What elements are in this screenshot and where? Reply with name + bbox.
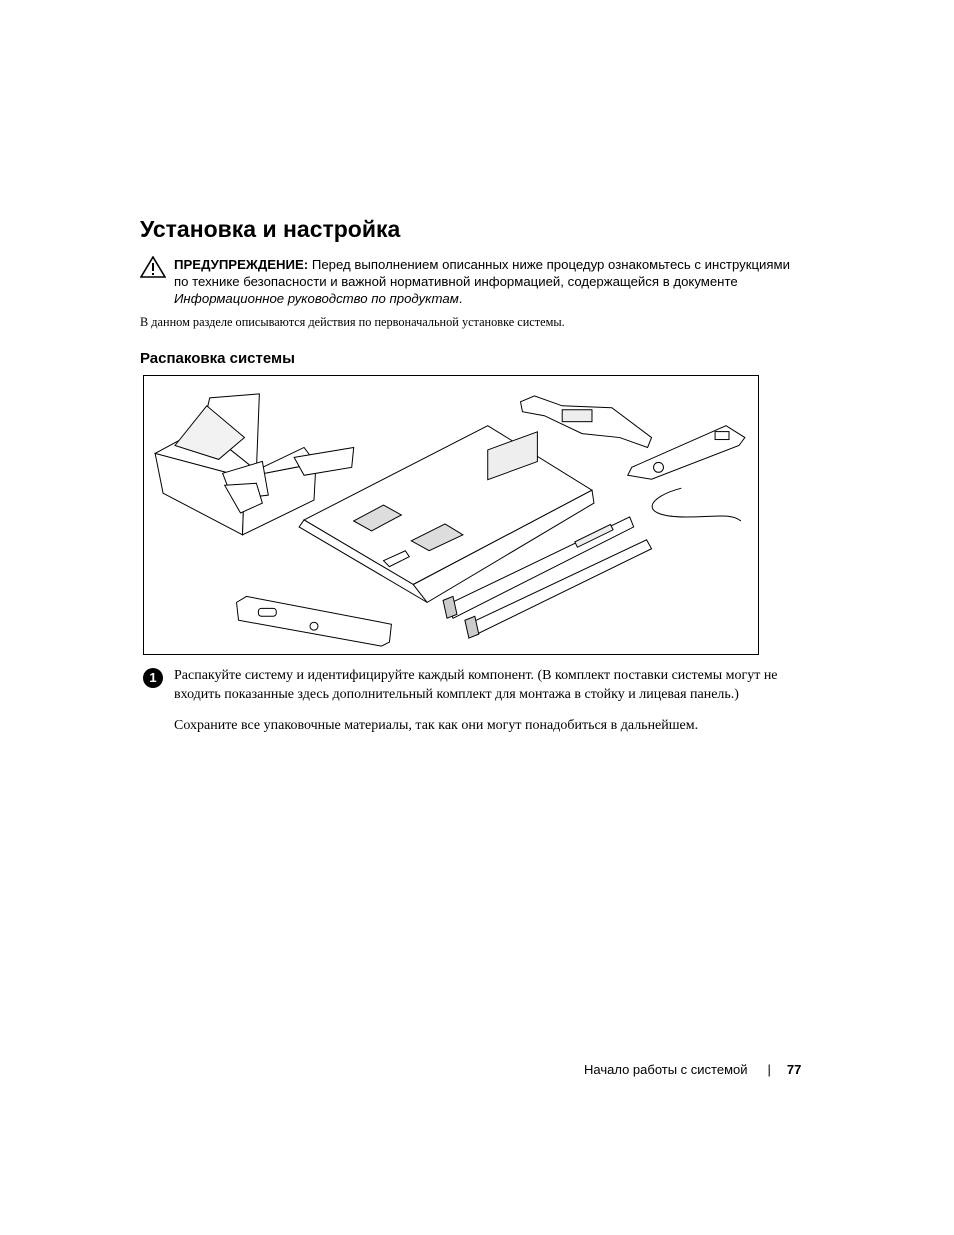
cable-management-arm-illustration (521, 396, 652, 448)
step-1-note: Сохраните все упаковочные материалы, так как они могут понадобиться в дальнейшем. (174, 718, 699, 733)
unpacking-illustration (144, 376, 758, 654)
warning-document-title: Информационное руководство по продуктам (174, 291, 459, 306)
page-number: 77 (786, 1062, 802, 1077)
section-heading: Распаковка системы (140, 350, 295, 367)
step-number-badge: 1 (143, 668, 163, 688)
warning-text (174, 256, 800, 307)
warning-body: Перед выполнением описанных ниже процедур ознакомьтесь с инструкциями по технике безопасности и важной нормативной информацией, содержащейся в документе (174, 257, 790, 289)
warning-icon (140, 256, 166, 278)
step-1-text: Распакуйте систему и идентифицируйте каждый компонент. (В комплект поставки системы могут не входить показанные здесь дополнительный комплект для монтажа в стойку и лицевая панель.) (174, 668, 778, 702)
page-footer (584, 1062, 816, 1077)
footer-chapter: Начало работы с системой (584, 1062, 748, 1077)
page-title: Установка и настройка (140, 216, 401, 242)
intro-paragraph: В данном разделе описываются действия по первоначальной установке системы. (140, 315, 565, 329)
cable-illustration (652, 488, 741, 521)
warning-note (140, 256, 800, 307)
warning-label: ПРЕДУПРЕЖДЕНИЕ: (174, 257, 309, 272)
footer-separator: | (767, 1062, 771, 1077)
step-1 (143, 666, 823, 735)
warning-end: . (458, 291, 463, 306)
front-bezel-illustration (237, 596, 392, 646)
unpacking-figure (143, 375, 759, 655)
